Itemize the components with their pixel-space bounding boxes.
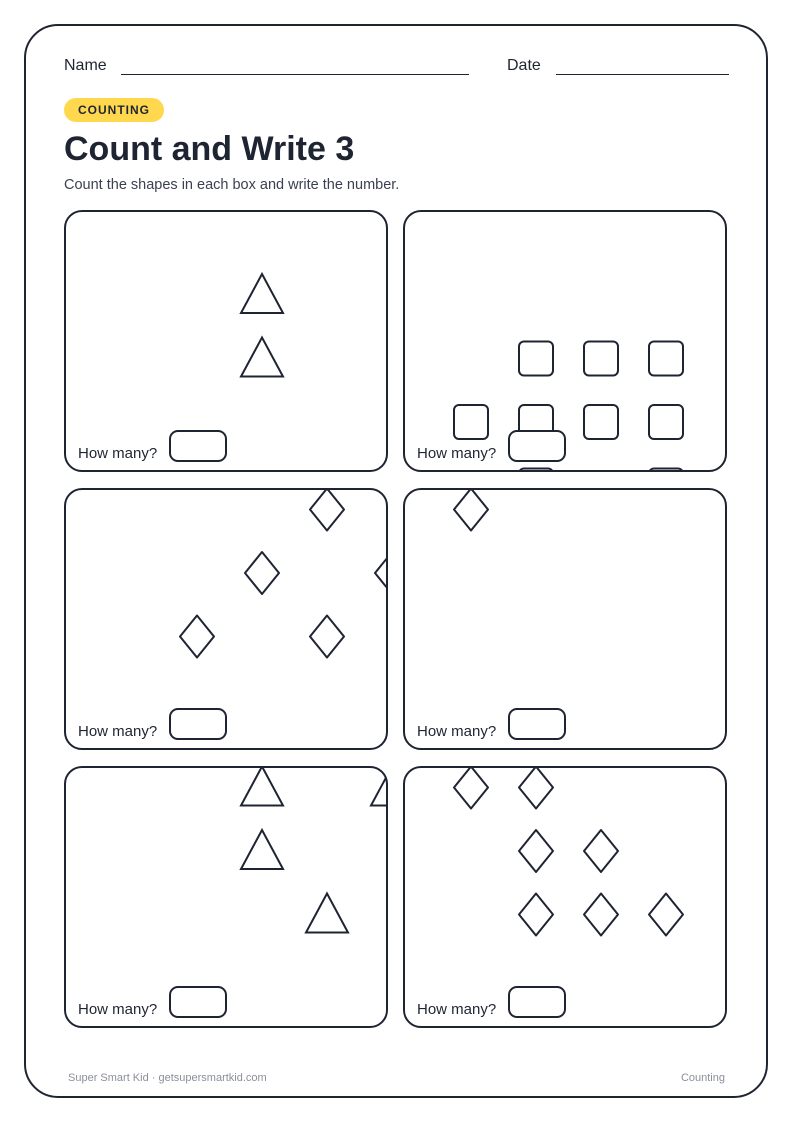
shapes-area: [66, 768, 386, 1026]
answer-box[interactable]: [508, 430, 566, 462]
instructions: Count the shapes in each box and write the number.: [64, 177, 400, 193]
how-many-label: How many?: [417, 445, 497, 462]
count-box-4: [403, 488, 727, 750]
triangle-shape: [241, 768, 283, 806]
page-title: Count and Write 3: [64, 130, 355, 168]
square-shape: [649, 469, 683, 471]
answer-box[interactable]: [169, 986, 227, 1018]
diamond-shape: [245, 552, 279, 594]
square-shape: [454, 405, 488, 439]
triangle-shape: [306, 894, 348, 933]
diamond-shape: [180, 616, 214, 658]
count-box-2: [403, 210, 727, 472]
diamond-shape: [454, 490, 488, 531]
diamond-shape: [519, 894, 553, 936]
how-many-label: How many?: [78, 1001, 158, 1018]
count-box-5: [64, 766, 388, 1028]
triangle-shape: [241, 830, 283, 869]
name-field[interactable]: [121, 74, 469, 75]
diamond-shape: [519, 768, 553, 809]
how-many-label: How many?: [417, 1001, 497, 1018]
shapes-area: [405, 212, 725, 470]
count-box-6: [403, 766, 727, 1028]
diamond-shape: [584, 830, 618, 872]
square-shape: [649, 405, 683, 439]
shapes-area: [66, 212, 386, 470]
answer-box[interactable]: [508, 986, 566, 1018]
how-many-label: How many?: [417, 723, 497, 740]
shapes-area: [66, 490, 386, 748]
answer-box[interactable]: [508, 708, 566, 740]
date-label: Date: [507, 57, 541, 74]
category-tag: COUNTING: [64, 98, 164, 122]
how-many-label: How many?: [78, 723, 158, 740]
square-shape: [649, 342, 683, 376]
count-box-3: [64, 488, 388, 750]
triangle-shape: [241, 338, 283, 377]
name-label: Name: [64, 57, 107, 74]
triangle-shape: [371, 768, 386, 806]
diamond-shape: [375, 552, 386, 594]
how-many-label: How many?: [78, 445, 158, 462]
shapes-area: [405, 490, 725, 748]
date-field[interactable]: [556, 74, 729, 75]
count-box-1: [64, 210, 388, 472]
diamond-shape: [584, 894, 618, 936]
footer-topic: Counting: [680, 1072, 725, 1084]
square-shape: [584, 342, 618, 376]
triangle-shape: [241, 274, 283, 313]
square-shape: [519, 469, 553, 471]
shapes-area: [405, 768, 725, 1026]
footer-credit: Super Smart Kid · getsupersmartkid.com: [68, 1072, 267, 1084]
diamond-shape: [310, 616, 344, 658]
square-shape: [519, 342, 553, 376]
diamond-shape: [310, 490, 344, 531]
answer-box[interactable]: [169, 430, 227, 462]
diamond-shape: [519, 830, 553, 872]
diamond-shape: [649, 894, 683, 936]
diamond-shape: [454, 768, 488, 809]
square-shape: [584, 405, 618, 439]
answer-box[interactable]: [169, 708, 227, 740]
